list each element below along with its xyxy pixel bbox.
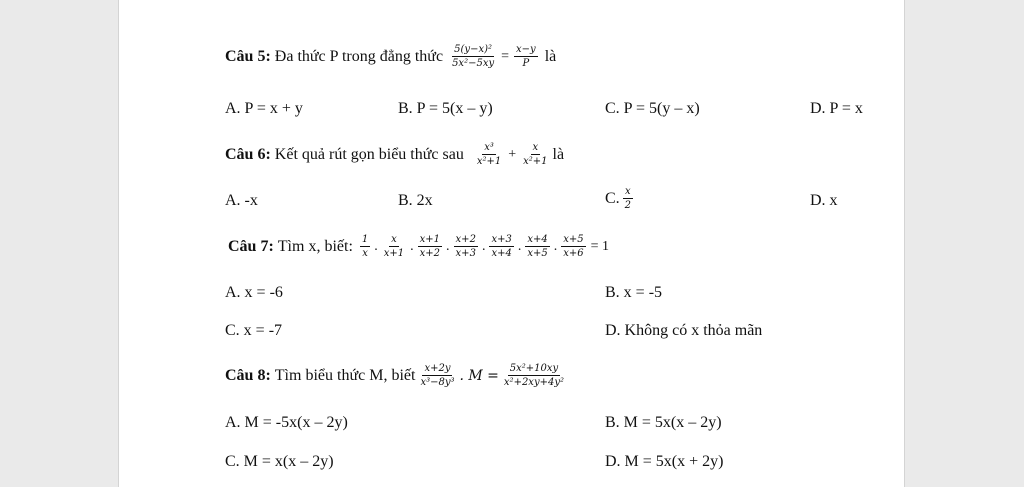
option-c: C. P = 5(y – x) <box>605 100 700 117</box>
option-d: D. Không có x thỏa mãn <box>605 322 763 339</box>
denominator: x+3 <box>455 248 476 259</box>
question-suffix: là <box>544 47 557 65</box>
fraction <box>623 186 633 211</box>
fraction <box>475 142 503 167</box>
equals-sign: = <box>501 48 510 64</box>
question-7: Câu 7: Tìm x, biết: $\frac{1}{x}$ . $\frac{x}{x+1}$ . $\frac{x+1}{x+2}$ . $\frac{x+2}{x+3}$ . $\frac{x+3}{x+4}$ . $\frac{x+4}{x+5}$ . $\frac{x+5}{x+6}$ = 1 <box>228 234 610 259</box>
denominator: x²+2xy+4y² <box>503 377 564 388</box>
denominator: P <box>522 58 530 69</box>
denominator: x²+1 <box>523 156 548 167</box>
numerator: x <box>391 234 397 245</box>
option-a: A. -x <box>225 192 258 209</box>
question-suffix: là <box>552 145 565 163</box>
question-text: Tìm biểu thức M, biết <box>274 366 416 384</box>
question-6 <box>225 142 564 167</box>
fraction <box>521 142 549 167</box>
denominator: x <box>362 248 368 259</box>
question-text: Đa thức P trong đẳng thức <box>274 47 444 65</box>
option-a: A. M = -5x(x – 2y) <box>225 414 348 431</box>
question-8 <box>225 363 569 388</box>
fraction <box>454 234 478 259</box>
option-b: B. P = 5(x – y) <box>398 100 493 117</box>
denominator: x+2 <box>419 248 441 259</box>
question-label: Câu 5: <box>225 47 271 65</box>
fraction <box>525 234 549 259</box>
numerator: 1 <box>361 234 369 245</box>
fraction <box>360 234 370 259</box>
numerator: 5(y−x)² <box>454 44 492 55</box>
plus-sign: + <box>508 146 517 162</box>
denominator: x³−8y³ <box>420 377 455 388</box>
denominator: x+6 <box>563 248 584 259</box>
question-label: Câu 6: <box>225 145 271 163</box>
fraction <box>502 363 566 388</box>
option-c: C. x = -7 <box>225 322 283 339</box>
option-d: D. P = x <box>810 100 863 117</box>
denominator: x+4 <box>491 248 512 259</box>
numerator: x+5 <box>563 234 584 245</box>
fraction <box>514 44 538 69</box>
question-5 <box>225 44 556 69</box>
document-page <box>118 0 905 487</box>
equation-mid: . M = <box>459 367 499 384</box>
numerator: x <box>625 186 631 197</box>
denominator: x+5 <box>527 248 548 259</box>
numerator: x <box>532 142 539 153</box>
option-a: A. x = -6 <box>225 284 283 301</box>
fraction <box>561 234 585 259</box>
option-b: B. M = 5x(x – 2y) <box>605 414 722 431</box>
numerator: x+4 <box>527 234 548 245</box>
option-d: D. x <box>810 192 838 209</box>
denominator: x+1 <box>383 248 405 259</box>
question-label: Câu 8: <box>225 366 271 384</box>
option-a: A. P = x + y <box>225 100 303 117</box>
denominator: x²+1 <box>476 156 502 167</box>
numerator: x+3 <box>491 234 512 245</box>
option-d: D. M = 5x(x + 2y) <box>605 453 724 470</box>
option-c-label: C. <box>605 189 620 207</box>
question-text: Tìm x, biết: <box>277 237 353 255</box>
option-b: B. x = -5 <box>605 284 663 301</box>
numerator: 5x²+10xy <box>509 363 559 374</box>
denominator: 5x²−5xy <box>452 58 495 69</box>
denominator: 2 <box>624 200 632 211</box>
numerator: x−y <box>516 44 536 55</box>
question-label: Câu 7: <box>228 237 274 255</box>
equation-rhs: = 1 <box>590 238 610 254</box>
numerator: x³ <box>484 142 494 153</box>
question-text: Kết quả rút gọn biểu thức sau <box>274 145 464 163</box>
fraction <box>382 234 406 259</box>
numerator: x+2 <box>455 234 476 245</box>
option-c <box>605 186 636 211</box>
fraction <box>489 234 513 259</box>
option-c: C. M = x(x – 2y) <box>225 453 334 470</box>
option-b: B. 2x <box>398 192 433 209</box>
numerator: x+2y <box>424 363 451 374</box>
fraction <box>450 44 496 69</box>
fraction <box>418 363 456 388</box>
fraction <box>418 234 442 259</box>
numerator: x+1 <box>419 234 441 245</box>
